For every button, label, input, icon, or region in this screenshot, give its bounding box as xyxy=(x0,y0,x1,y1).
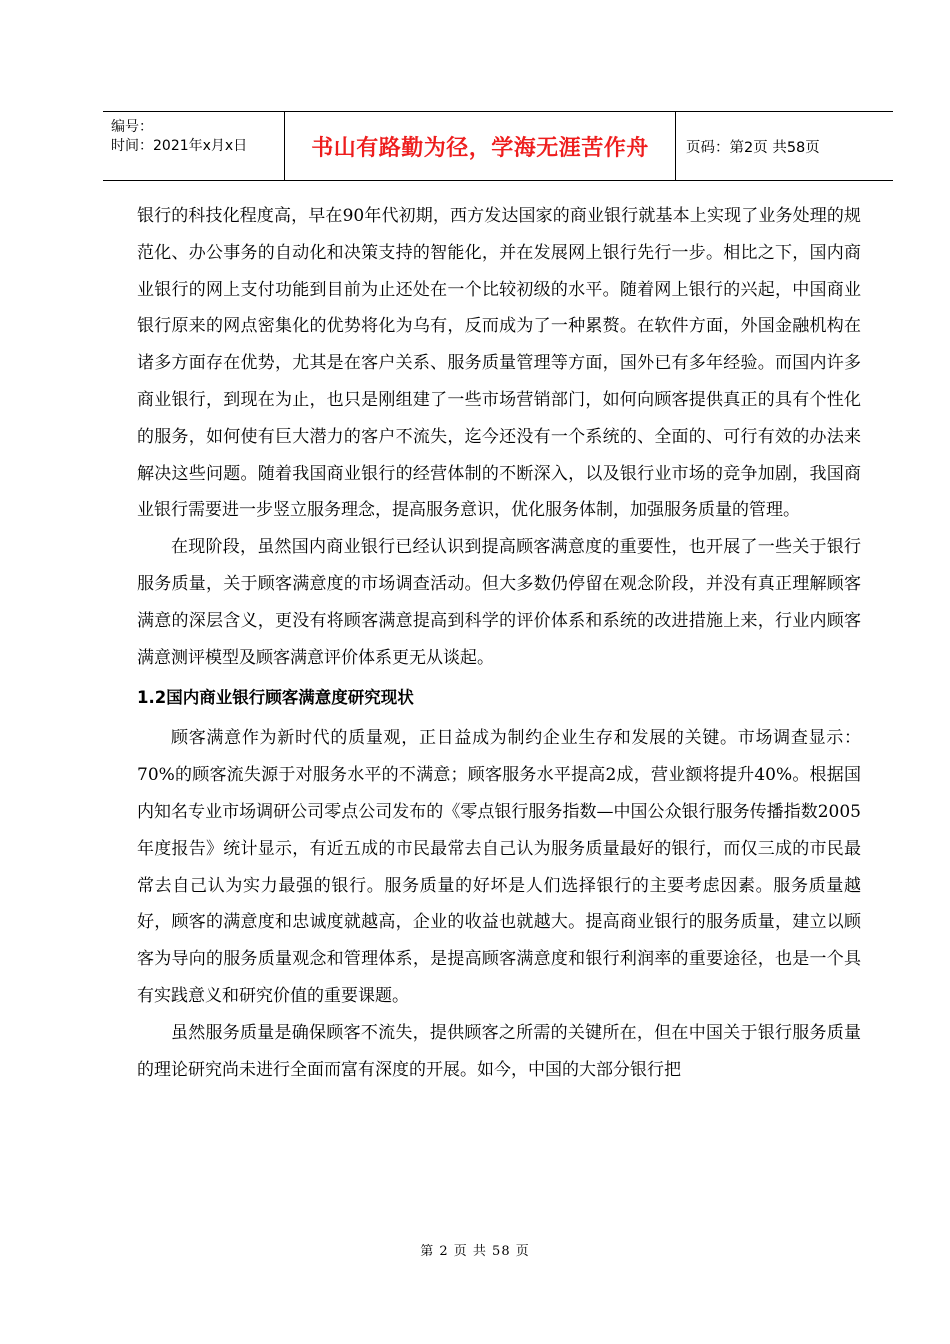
header-page-info: 页码：第2页 共58页 xyxy=(686,139,820,156)
code-label: 编号： xyxy=(111,119,153,135)
section-heading: 1.2国内商业银行顾客满意度研究现状 xyxy=(137,688,414,708)
body-paragraph-3: 顾客满意作为新时代的质量观，正日益成为制约企业生存和发展的关键。市场调查显示：70%的顾客流失源于对服务水平的不满意；顾客服务水平提高2成，营业额将提升40%。根据国内知名专业市场调研公司零点公司发布的《零点银行服务指数—中国公众银行服务传播指数2005年度报告》统计显示，有近五成的市民最常去自己认为服务质量最好的银行，而仅三成的市民最常去自己认为实力最强的银行。服务质量的好坏是人们选择银行的主要考虑因素。服务质量越好，顾客的满意度和忠诚度就越高，企业的收益也就越大。提高商业银行的服务质量，建立以顾客为导向的服务质量观念和管理体系，是提高顾客满意度和银行利润率的重要途径，也是一个具有实践意义和研究价值的重要课题。 xyxy=(137,728,861,1006)
time-label: 时间：2021年x月x日 xyxy=(111,138,248,154)
body-paragraph-2: 在现阶段，虽然国内商业银行已经认识到提高顾客满意度的重要性，也开展了一些关于银行服务质量，关于顾客满意度的市场调查活动。但大多数仍停留在观念阶段，并没有真正理解顾客满意的深层含义，更没有将顾客满意提高到科学的评价体系和系统的改进措施上来，行业内顾客满意测评模型及顾客满意评价体系更无从谈起。 xyxy=(137,537,861,668)
body-paragraph-4: 虽然服务质量是确保顾客不流失，提供顾客之所需的关键所在，但在中国关于银行服务质量的理论研究尚未进行全面而富有深度的开展。如今，中国的大部分银行把 xyxy=(137,1022,861,1080)
header-meta xyxy=(103,112,284,180)
header-motto: 书山有路勤为径，学海无涯苦作舟 xyxy=(284,112,676,180)
body-paragraph-1: 银行的科技化程度高，早在90年代初期，西方发达国家的商业银行就基本上实现了业务处理的规范化、办公事务的自动化和决策支持的智能化，并在发展网上银行先行一步。相比之下，国内商业银行的网上支付功能到目前为止还处在一个比较初级的水平。随着网上银行的兴起，中国商业银行原来的网点密集化的优势将化为乌有，反而成为了一种累赘。在软件方面，外国金融机构在诸多方面存在优势，尤其是在客户关系、服务质量管理等方面，国外已有多年经验。而国内许多商业银行，到现在为止，也只是刚组建了一些市场营销部门，如何向顾客提供真正的具有个性化的服务，如何使有巨大潜力的客户不流失，迄今还没有一个系统的、全面的、可行有效的办法来解决这些问题。随着我国商业银行的经营体制的不断深入，以及银行业市场的竞争加剧，我国商业银行需要进一步竖立服务理念，提高服务意识，优化服务体制，加强服务质量的管理。 xyxy=(137,206,861,521)
page-header xyxy=(103,111,893,181)
document-body xyxy=(137,198,861,1088)
page-footer: 第 2 页 共 58 页 xyxy=(420,1244,530,1259)
